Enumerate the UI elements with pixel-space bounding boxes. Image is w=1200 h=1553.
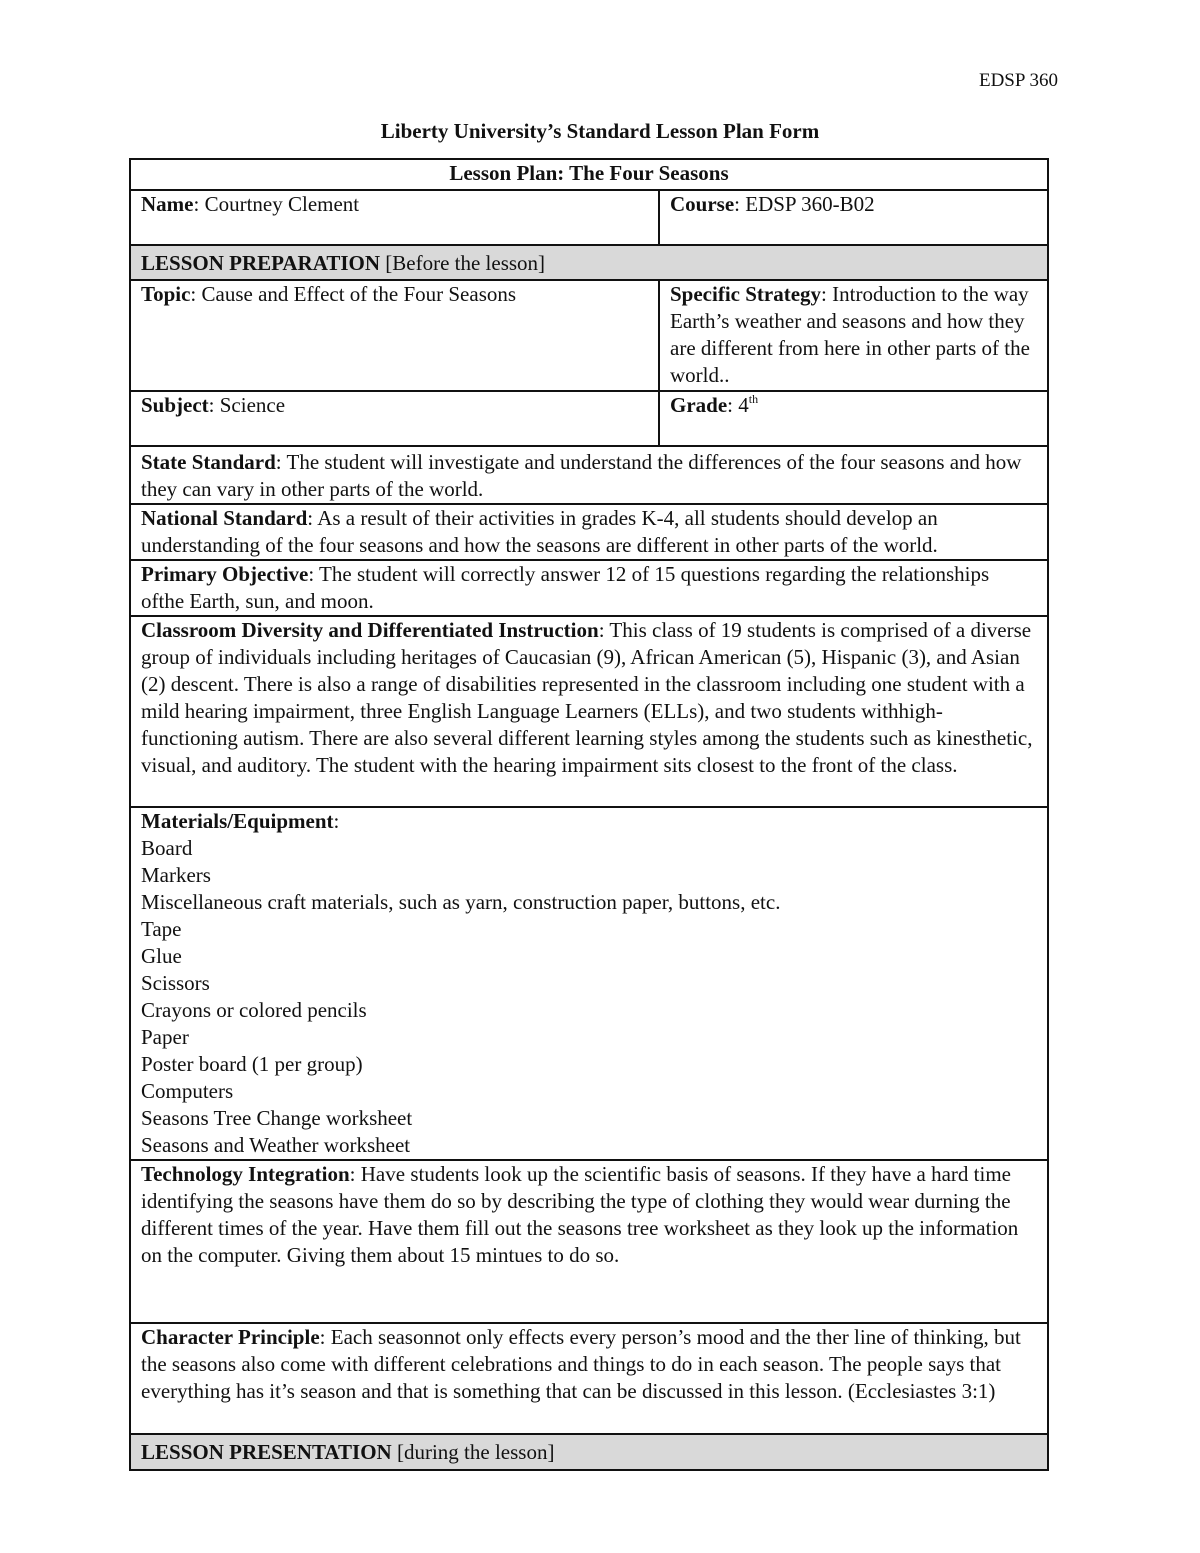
character-row bbox=[130, 1323, 1048, 1434]
national-standard-label: National Standard bbox=[141, 506, 308, 530]
materials-item: Paper bbox=[141, 1025, 189, 1049]
national-standard-cell bbox=[130, 504, 1048, 560]
topic-cell bbox=[130, 280, 659, 391]
grade-label: Grade bbox=[670, 393, 728, 417]
preparation-note: [Before the lesson] bbox=[380, 251, 546, 275]
course-cell bbox=[659, 190, 1048, 245]
subject-value: : Science bbox=[208, 393, 286, 417]
materials-item: Computers bbox=[141, 1079, 234, 1103]
technology-label: Technology Integration bbox=[141, 1162, 350, 1186]
character-label: Character Principle bbox=[141, 1325, 320, 1349]
strategy-label: Specific Strategy bbox=[670, 282, 822, 306]
primary-objective-row bbox=[130, 560, 1048, 616]
primary-objective-value: : The student will correctly answer 12 of 15 questions regarding the relationships ofthe Earth, sun, and moon. bbox=[141, 562, 990, 613]
materials-cell bbox=[130, 807, 1048, 1160]
materials-item: Markers bbox=[141, 863, 211, 887]
materials-item: Board bbox=[141, 836, 193, 860]
national-standard-row bbox=[130, 504, 1048, 560]
lesson-plan-title: Lesson Plan: The Four Seasons bbox=[449, 161, 729, 185]
materials-item: Poster board (1 per group) bbox=[141, 1052, 363, 1076]
topic-label: Topic bbox=[141, 282, 191, 306]
state-standard-value: : The student will investigate and understand the differences of the four seasons and how they can vary in other parts of the world. bbox=[141, 450, 1022, 501]
materials-label: Materials/Equipment bbox=[141, 809, 334, 833]
subject-cell bbox=[130, 391, 659, 446]
materials-item: Miscellaneous craft materials, such as yarn, construction paper, buttons, etc. bbox=[141, 890, 781, 914]
presentation-row bbox=[130, 1434, 1048, 1470]
materials-item: Seasons Tree Change worksheet bbox=[141, 1106, 413, 1130]
technology-cell bbox=[130, 1160, 1048, 1323]
materials-item: Tape bbox=[141, 917, 182, 941]
grade-suffix: th bbox=[748, 392, 759, 406]
materials-item: Scissors bbox=[141, 971, 210, 995]
technology-row bbox=[130, 1160, 1048, 1323]
lesson-plan-title-row bbox=[130, 159, 1048, 190]
name-label: Name bbox=[141, 192, 194, 216]
presentation-cell bbox=[130, 1434, 1048, 1470]
diversity-label: Classroom Diversity and Differentiated Instruction bbox=[141, 618, 599, 642]
name-cell bbox=[130, 190, 659, 245]
materials-item: Crayons or colored pencils bbox=[141, 998, 367, 1022]
state-standard-cell bbox=[130, 446, 1048, 504]
grade-value: : 4 bbox=[727, 393, 749, 417]
preparation-label: LESSON PREPARATION bbox=[141, 251, 381, 275]
state-standard-row bbox=[130, 446, 1048, 504]
character-cell bbox=[130, 1323, 1048, 1434]
technology-value: : Have students look up the scientific basis of seasons. If they have a hard time identifying the seasons have them do so by describing the type of clothing they would wear durning the different times of the year. Have them fill out the seasons tree worksheet as they look up the information on the computer. Giving them about 15 mintues to do so. bbox=[141, 1162, 1019, 1267]
preparation-row bbox=[130, 245, 1048, 280]
national-standard-value: : As a result of their activities in grades K-4, all students should develop an understanding of the four seasons and how the seasons are different in other parts of the world. bbox=[141, 506, 938, 557]
primary-objective-label: Primary Objective bbox=[141, 562, 309, 586]
grade-cell bbox=[659, 391, 1048, 446]
diversity-row bbox=[130, 616, 1048, 807]
name-value: : Courtney Clement bbox=[193, 192, 360, 216]
document-title: Liberty University’s Standard Lesson Plan Form bbox=[380, 119, 820, 143]
subject-grade-row bbox=[130, 391, 1048, 446]
materials-item: Seasons and Weather worksheet bbox=[141, 1133, 411, 1157]
materials-colon: : bbox=[333, 809, 340, 833]
topic-value: : Cause and Effect of the Four Seasons bbox=[190, 282, 517, 306]
topic-strategy-row bbox=[130, 280, 1048, 391]
name-course-row bbox=[130, 190, 1048, 245]
character-value: : Each seasonnot only effects every person’s mood and the ther line of thinking, but the seasons also come with different celebrations and things to do in each season. The people says that everything has it’s season and that is something that can be discussed in this lesson. (Ecclesiastes 3:1) bbox=[141, 1325, 1021, 1403]
diversity-cell bbox=[130, 616, 1048, 807]
materials-item: Glue bbox=[141, 944, 182, 968]
presentation-label: LESSON PRESENTATION bbox=[141, 1440, 392, 1464]
course-value: : EDSP 360-B02 bbox=[734, 192, 875, 216]
preparation-cell bbox=[130, 245, 1048, 280]
lesson-plan-table bbox=[129, 158, 1049, 1471]
state-standard-label: State Standard bbox=[141, 450, 276, 474]
lesson-plan-title-cell bbox=[130, 159, 1048, 190]
header-course-code: EDSP 360 bbox=[978, 70, 1058, 91]
materials-row bbox=[130, 807, 1048, 1160]
course-label: Course bbox=[670, 192, 735, 216]
primary-objective-cell bbox=[130, 560, 1048, 616]
diversity-value: : This class of 19 students is comprised of a diverse group of individuals including heritages of Caucasian (9), African American (5), Hispanic (3), and Asian (2) descent. There is also a range of disabilities represented in the classroom including one student with a mild hearing impairment, three English Language Learners (ELLs), and two students withhigh-functioning autism. There are also several different learning styles among the students such as kinesthetic, visual, and auditory. The student with the hearing impairment sits closest to the front of the class. bbox=[141, 618, 1033, 777]
strategy-value: : Introduction to the way Earth’s weather and seasons and how they are different from here in other parts of the world.. bbox=[670, 282, 1030, 387]
presentation-note: [during the lesson] bbox=[391, 1440, 555, 1464]
subject-label: Subject bbox=[141, 393, 209, 417]
strategy-cell bbox=[659, 280, 1048, 391]
